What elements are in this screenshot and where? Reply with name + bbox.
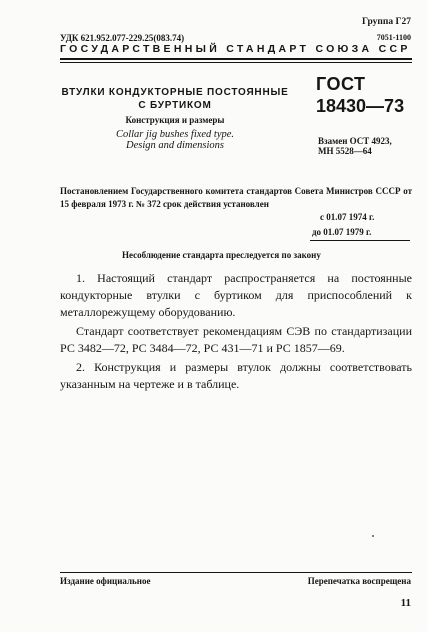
state-standard-heading: ГОСУДАРСТВЕННЫЙ СТАНДАРТ СОЮЗА ССР [60, 43, 411, 55]
paragraph-2: Стандарт соответствует рекомендациям СЭВ по стандартизации РС 3482—72, РС 3484—72, РС 431—71 и РС 1857—69. [60, 324, 412, 355]
udk-code: УДК 621.952.077-229.25(083.74) [60, 33, 185, 43]
print-speck [372, 535, 374, 537]
reprint-prohibited: Перепечатка воспрещена [307, 576, 411, 586]
law-notice: Несоблюдение стандарта преследуется по закону [122, 250, 321, 260]
replaces-line-2: МН 5528—64 [318, 146, 372, 156]
valid-from: с 01.07 1974 г. [320, 212, 375, 222]
gost-number: 18430—73 [316, 96, 405, 116]
title-subtitle: Конструкция и размеры [125, 115, 225, 125]
valid-to: до 01.07 1979 г. [312, 227, 372, 237]
header-rule-thin [60, 62, 412, 63]
group-code: Группа Г27 [362, 17, 411, 27]
title-english [60, 129, 290, 151]
title-english-line-1: Collar jig bushes fixed type. [115, 129, 235, 140]
footer-rule [60, 572, 412, 573]
okp-code: 7051-1100 [376, 33, 411, 42]
title-line-1: ВТУЛКИ КОНДУКТОРНЫЕ ПОСТОЯННЫЕ [61, 87, 289, 98]
title-english-line-2: Design and dimensions [126, 140, 224, 151]
replaces-line-1: Взамен ОСТ 4923, [318, 136, 392, 146]
body-text [60, 270, 412, 393]
document-title-block [60, 86, 290, 151]
decree-text: Постановлением Государственного комитета стандартов Совета Министров СССР от 15 февраля 1973 г. № 372 срок действия установлен [60, 186, 412, 209]
page-number: 11 [400, 597, 411, 609]
validity-underline [310, 240, 410, 241]
paragraph-1: 1. Настоящий стандарт распространяется на постоянные кондукторные втулки с буртиком для приспособлений к металлорежущему оборудованию. [60, 271, 412, 319]
header-rule-thick [60, 58, 412, 60]
replaces-standards [318, 136, 392, 156]
title-line-2: С БУРТИКОМ [138, 100, 212, 111]
official-edition: Издание официальное [60, 576, 151, 586]
gost-label: ГОСТ [316, 74, 366, 94]
paragraph-3: 2. Конструкция и размеры втулок должны соответствовать указанным на чертеже и в таблице. [60, 360, 412, 391]
